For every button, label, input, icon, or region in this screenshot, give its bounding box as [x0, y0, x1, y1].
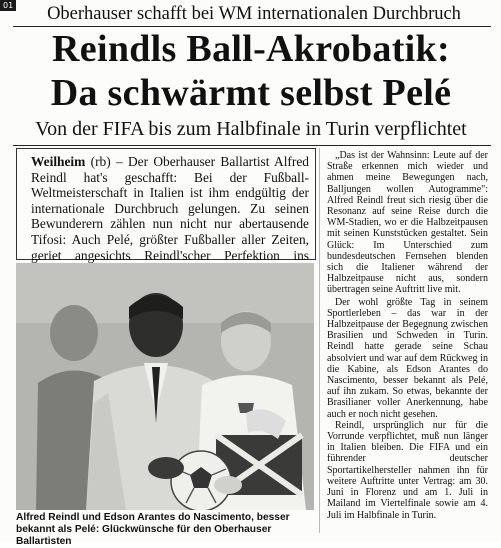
headline-line-1: Reindls Ball-Akrobatik: — [52, 28, 450, 70]
lead-text: (rb) – Der Oberhauser Ballartist Alfred Reindl hat's geschafft: Bei der Fußball-Weltmeisterschaft in Italien ist ihm endgültig der internationale Durchbruch gelungen. Zu seinen Bewunderern zählen nun nicht nur abertausende Tifosi: Auch Pelé, größter Fußballer aller Zeiten, geriet angesichts Reindl'scher Perfektion ins — [31, 154, 309, 263]
headline-line-2: Da schwärmt selbst Pelé — [50, 72, 452, 114]
article-column — [327, 150, 488, 521]
sub-rule — [13, 145, 491, 146]
paragraph-1: „Das ist der Wahnsinn: Leute auf der Straße erkennen mich wieder und ahmen meine Bewegungen nach, Balljungen wollen Autogramme": Alfred Reindl freut sich riesig über die Resonanz auf seine Reise durch die WM-Stadien, wo er die Halbzeitpausen mit seinen Kunststücken gestaltet. Sein Glück: Im Unterschied zum bundesdeutschen Fernsehen blenden sich die Italiener während der Halbzeitpause nicht aus, sondern übertragen seine Auftritt live mit. — [327, 150, 488, 296]
dateline: Weilheim — [31, 154, 86, 169]
column-divider — [319, 148, 320, 533]
page-marker: 01 — [0, 0, 16, 11]
photo-caption: Alfred Reindl und Edson Arantes do Nascimento, besser bekannt als Pelé: Glückwünsche für den Oberhauser Ballartisten — [16, 512, 290, 547]
subheadline: Von der FIFA bis zum Halbfinale in Turin verpflichtet — [35, 118, 467, 140]
lead-box — [16, 148, 316, 263]
paragraph-2: Der wohl größte Tag in seinem Sportlerleben – das war in der Halbzeitpause der Begegnung zwischen Brasilien und Schweden in Turin. Reindl hatte gerade seine Schau absolviert und war auf dem Rückweg in die Kabine, als Edson Arantes do Nascimento, besser bekannt als Pelé, auf ihn zukam. So etwas, bekannte der Brasilianer voller Anerkennung, habe auch er noch nicht gesehen. — [327, 296, 488, 420]
kicker-line: Oberhauser schafft bei WM internationalen Durchbruch — [47, 4, 461, 24]
photo-illustration — [16, 263, 314, 510]
paragraph-3: Reindl, ursprünglich nur für die Vorrunde verpflichtet, muß nun länger in Italien bleiben. Die FIFA und ein führender deutscher Sportartikelhersteller nahmen ihn für weitere Auftritte unter Vertrag: am 30. Juni in Florenz und am 1. Juli in Mailand im Viertelfinale sowie am 4. Juli im Halbfinale in Turin. — [327, 419, 488, 521]
press-photo — [16, 263, 314, 510]
top-rule — [13, 26, 491, 27]
